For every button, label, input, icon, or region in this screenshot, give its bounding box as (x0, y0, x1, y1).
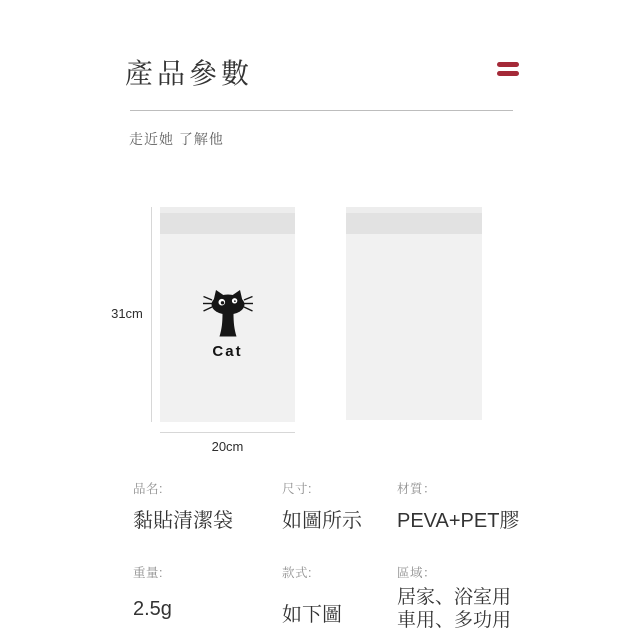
bag-print-label: Cat (212, 343, 243, 360)
spec-weight (133, 563, 172, 621)
spec-size-value: 如圖所示 (282, 510, 362, 532)
width-dimension-label: 20cm (211, 439, 244, 454)
spec-material (397, 479, 519, 533)
spec-weight-value: 2.5g (133, 598, 172, 620)
header-divider (130, 110, 513, 111)
cat-icon (203, 287, 253, 338)
equals-icon-bar-top (497, 62, 519, 67)
spec-style-value: 如下圖 (282, 604, 342, 626)
spec-size (282, 479, 362, 533)
spec-product-name-value: 黏貼清潔袋 (133, 510, 233, 532)
height-dimension-label: 31cm (111, 306, 143, 321)
bag-image-right (346, 207, 482, 420)
equals-icon (497, 62, 519, 76)
width-dimension-line (160, 432, 295, 433)
spec-area-value (397, 586, 511, 632)
bag-left-flap (160, 207, 295, 234)
bag-right-flap (346, 207, 482, 234)
height-dimension-line (151, 207, 152, 422)
spec-area-value-line1: 居家、浴室用 (397, 587, 512, 608)
spec-style-label: 款式: (282, 566, 312, 580)
cat-illustration (198, 287, 258, 360)
spec-style (282, 563, 342, 627)
spec-size-label: 尺寸: (282, 482, 312, 496)
spec-material-value: PEVA+PET膠 (397, 510, 520, 532)
spec-product-name-label: 品名: (133, 482, 163, 496)
spec-area-label: 區域： (397, 566, 437, 580)
spec-area (397, 563, 511, 632)
equals-icon-bar-bottom (497, 71, 519, 76)
spec-material-label: 材質： (397, 482, 437, 496)
spec-product-name (133, 479, 233, 533)
bag-image-left (160, 207, 295, 422)
page-subtitle: 走近她 了解他 (129, 131, 224, 147)
spec-weight-label: 重量: (133, 566, 163, 580)
page-title: 產品參數 (125, 58, 254, 89)
spec-area-value-line2: 車用、多功用 (397, 610, 512, 632)
